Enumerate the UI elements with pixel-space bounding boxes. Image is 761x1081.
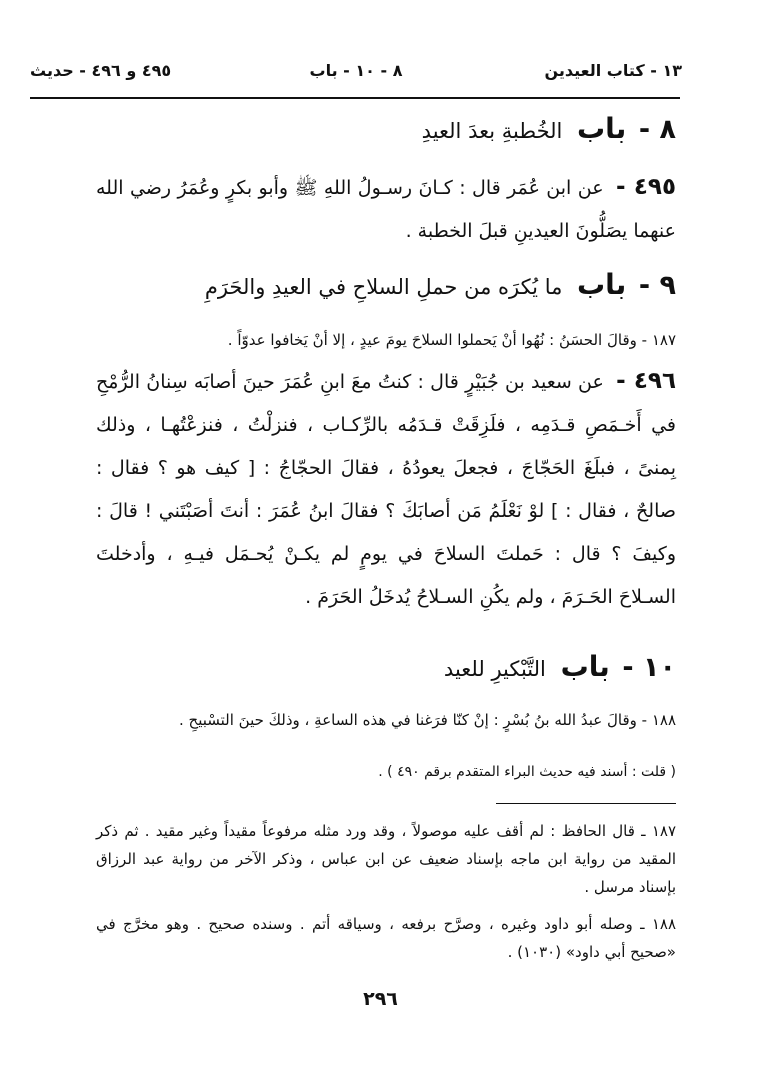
chapter-title: ما يُكرَه من حملِ السلاحِ في العيدِ والحَرَمِ (204, 275, 563, 299)
page-number: ٢٩٦ (363, 988, 398, 1010)
running-header (30, 55, 682, 95)
hadith-496 (96, 360, 676, 619)
footnote-187: ١٨٧ ـ قال الحافظ : لم أقف عليه موصولاً ، وقد ورد مثله مرفوعاً مقيداً وغير مقيد . ثم ذكر المقيد من رواية ابن ماجه بإسناد ضعيف عن ابن عباس ، وذكر الآخر من رواية عبد الرزاق بإسناد مرسل . (96, 822, 676, 896)
header-chapter-range: ٨ - ١٠ - باب (309, 61, 403, 80)
chapter-8-heading (96, 112, 676, 145)
hadith-text: عن ابن عُمَر قال : كـانَ رسـولُ اللهِ ﷺ وأبو بكرٍ وعُمَرُ رضي الله عنهما يصَلُّونَ العيدينِ قبلَ الخطبة . (96, 177, 676, 242)
hadith-text: عن سعيد بن جُبَيْرٍ قال : كنتُ معَ ابنِ عُمَرَ حينَ أصابَه سِنانُ الرُّمْحِ في أَخـمَصِ قـدَمِه ، فلَزِقَتْ قـدَمُه بالرِّكـاب ، فنزلْتُ ، فنزعْتُهـا ، وذلك بِمنىً ، فبلَغَ الحَجّاجَ ، فجعلَ يعودُهُ ، فقالَ الحجّاجُ : [ كيف هو ؟ فقال : صالحٌ ، فقال : ] لوْ نَعْلَمُ مَن أصابَكَ ؟ فقالَ ابنُ عُمَرَ : أنتَ أصَبْتَني ! قالَ : وكيفَ ؟ قال : حَملتَ السلاحَ في يومٍ لم يكـنْ يُحـمَل فيـهِ ، وأدخلتَ السـلاحَ الحَـرَمَ ، ولم يكُنِ السـلاحُ يُدخَلُ الحَرَمَ . (96, 371, 676, 608)
hadith-number: ٤٩٥ - (615, 174, 676, 200)
hadith-number: ٤٩٦ - (616, 368, 676, 394)
athar-187: ١٨٧ - وقالَ الحسَنُ : نُهُوا أنْ يَحملوا السلاحَ يومَ عيدٍ ، إلا أنْ يَخافوا عدوّاً . (227, 331, 676, 349)
chapter-number: ٨ - (638, 114, 676, 145)
header-hadith-range: ٤٩٥ و ٤٩٦ - حديث (30, 61, 172, 80)
header-divider (30, 97, 680, 99)
chapter-10-heading (96, 650, 676, 683)
footnote-188: ١٨٨ ـ وصله أبو داود وغيره ، وصرَّح برفعه ، وسياقه أتم . وسنده صحيح . وهو مخرَّج في «صحيح أبي داود» (١٠٣٠) . (96, 915, 676, 961)
chapter-title: التَّبْكيرِ للعيد (443, 657, 546, 681)
chapter-title: الخُطبةِ بعدَ العيدِ (421, 119, 563, 143)
footnote-divider (496, 803, 676, 804)
header-book-title: ١٣ - كتاب العيدين (544, 61, 682, 80)
chapter-label: باب (577, 112, 627, 145)
chapter-number: ١٠ - (622, 652, 676, 683)
editor-note: ( قلت : أسند فيه حديث البراء المتقدم برقم ٤٩٠ ) . (378, 764, 676, 780)
chapter-number: ٩ - (638, 270, 676, 301)
chapter-label: باب (577, 268, 627, 301)
athar-188: ١٨٨ - وقالَ عبدُ الله بنُ بُسْرٍ : إنْ كنّا فرَغنا في هذه الساعةِ ، وذلكَ حينَ التسْبيحِ . (178, 711, 676, 729)
chapter-9-heading (96, 268, 676, 301)
hadith-495 (96, 166, 676, 253)
chapter-label: باب (560, 650, 610, 683)
